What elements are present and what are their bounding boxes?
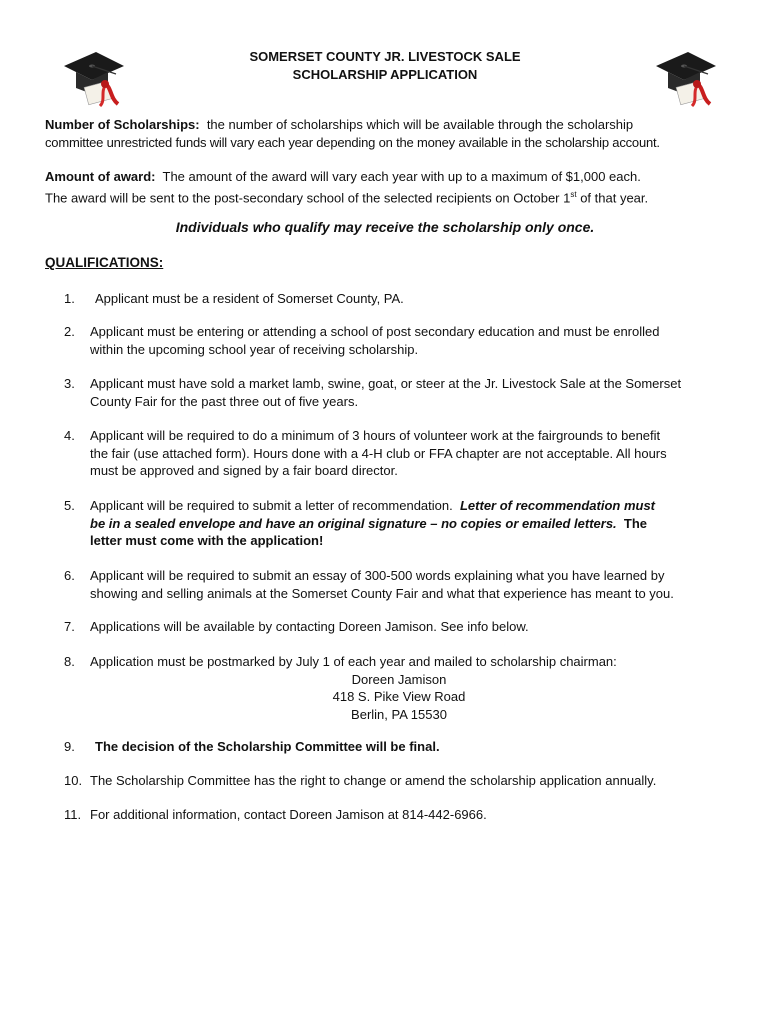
emphasis-text: Letter of recommendation must	[459, 498, 656, 513]
mailing-address	[64, 671, 734, 724]
list-item-number: 7.	[64, 619, 75, 634]
list-item	[64, 653, 734, 723]
list-item	[64, 427, 734, 480]
emphasis-text: be in a sealed envelope and have an original signature – no copies or emailed letters.	[90, 515, 617, 531]
list-item-text: Applicant will be required to submit an essay of 300-500 words explaining what you have learned by	[90, 568, 665, 583]
list-item-text: showing and selling animals at the Somerset County Fair and what that experience has meant to you.	[90, 585, 674, 601]
list-item	[64, 806, 734, 824]
list-item-number: 8.	[64, 654, 75, 669]
list-item	[64, 772, 734, 790]
list-item-text: Applicant must be entering or attending a school of post secondary education and must be enrolled	[90, 324, 660, 339]
number-of-scholarships-paragraph	[45, 116, 735, 152]
address-line: Berlin, PA 15530	[351, 706, 447, 722]
title-line-1: SOMERSET COUNTY JR. LIVESTOCK SALE	[249, 49, 521, 64]
bold-text: letter must come with the application!	[90, 533, 324, 548]
amount-of-award-text-1: The amount of the award will vary each year with up to a maximum of $1,000 each.	[162, 169, 641, 184]
list-item	[64, 375, 734, 410]
address-line: Doreen Jamison	[351, 671, 447, 687]
list-item-text: must be approved and signed by a fair board director.	[90, 463, 398, 478]
amount-of-award-paragraph	[45, 168, 735, 207]
list-item	[64, 323, 734, 358]
number-of-scholarships-text-2: committee unrestricted funds will vary each year depending on the money available in the scholarship account.	[45, 135, 660, 150]
list-item-text: Applicant must be a resident of Somerset County, PA.	[95, 291, 404, 306]
once-notice: Individuals who qualify may receive the scholarship only once.	[175, 219, 595, 235]
list-item	[64, 497, 734, 550]
list-item	[64, 738, 734, 756]
list-item-text: The Scholarship Committee has the right to change or amend the scholarship application annually.	[90, 773, 657, 788]
list-item	[64, 567, 734, 602]
list-item-text: County Fair for the past three out of five years.	[90, 393, 359, 409]
amount-of-award-text-2b: of that year.	[576, 190, 649, 206]
list-item-number: 3.	[64, 376, 75, 391]
qualifications-heading: QUALIFICATIONS:	[45, 255, 164, 270]
list-item-text: For additional information, contact Doreen Jamison at 814-442-6966.	[90, 807, 487, 822]
list-item-number: 6.	[64, 568, 75, 583]
ordinal-suffix: st	[570, 190, 577, 199]
list-item	[64, 290, 734, 308]
list-item	[64, 618, 734, 636]
address-line: 418 S. Pike View Road	[332, 689, 466, 704]
list-item-text: Applicant must have sold a market lamb, swine, goat, or steer at the Jr. Livestock Sale at the Somerset	[90, 376, 682, 391]
number-of-scholarships-text-1: the number of scholarships which will be available through the scholarship	[206, 117, 634, 132]
list-item-text: Applicant will be required to submit a letter of recommendation.	[90, 498, 453, 513]
amount-of-award-label: Amount of award:	[45, 169, 156, 184]
list-item-text: Applications will be available by contacting Doreen Jamison. See info below.	[90, 619, 529, 634]
list-item-number: 1.	[64, 291, 75, 306]
amount-of-award-text-2a: The award will be sent to the post-secondary school of the selected recipients on October 1	[45, 190, 571, 206]
list-item-number: 2.	[64, 324, 75, 339]
list-item-number: 10.	[64, 773, 83, 788]
number-of-scholarships-label: Number of Scholarships:	[45, 117, 200, 132]
title-line-2: SCHOLARSHIP APPLICATION	[292, 67, 478, 82]
list-item-text: the fair (use attached form). Hours done with a 4-H club or FFA chapter are not acceptable. All hours	[90, 445, 667, 461]
list-item-number: 11.	[64, 807, 82, 822]
list-item-number: 5.	[64, 498, 75, 513]
list-item-text: Applicant will be required to do a minimum of 3 hours of volunteer work at the fairgrounds to benefit	[90, 428, 661, 443]
list-item-text: Application must be postmarked by July 1 of each year and mailed to scholarship chairman:	[90, 654, 617, 669]
list-item-text: within the upcoming school year of receiving scholarship.	[90, 341, 419, 357]
list-item-number: 9.	[64, 739, 75, 754]
list-item-text: The decision of the Scholarship Committee will be final.	[95, 739, 440, 754]
list-item-number: 4.	[64, 428, 75, 443]
document-title	[0, 48, 770, 84]
bold-text: The	[623, 515, 648, 531]
